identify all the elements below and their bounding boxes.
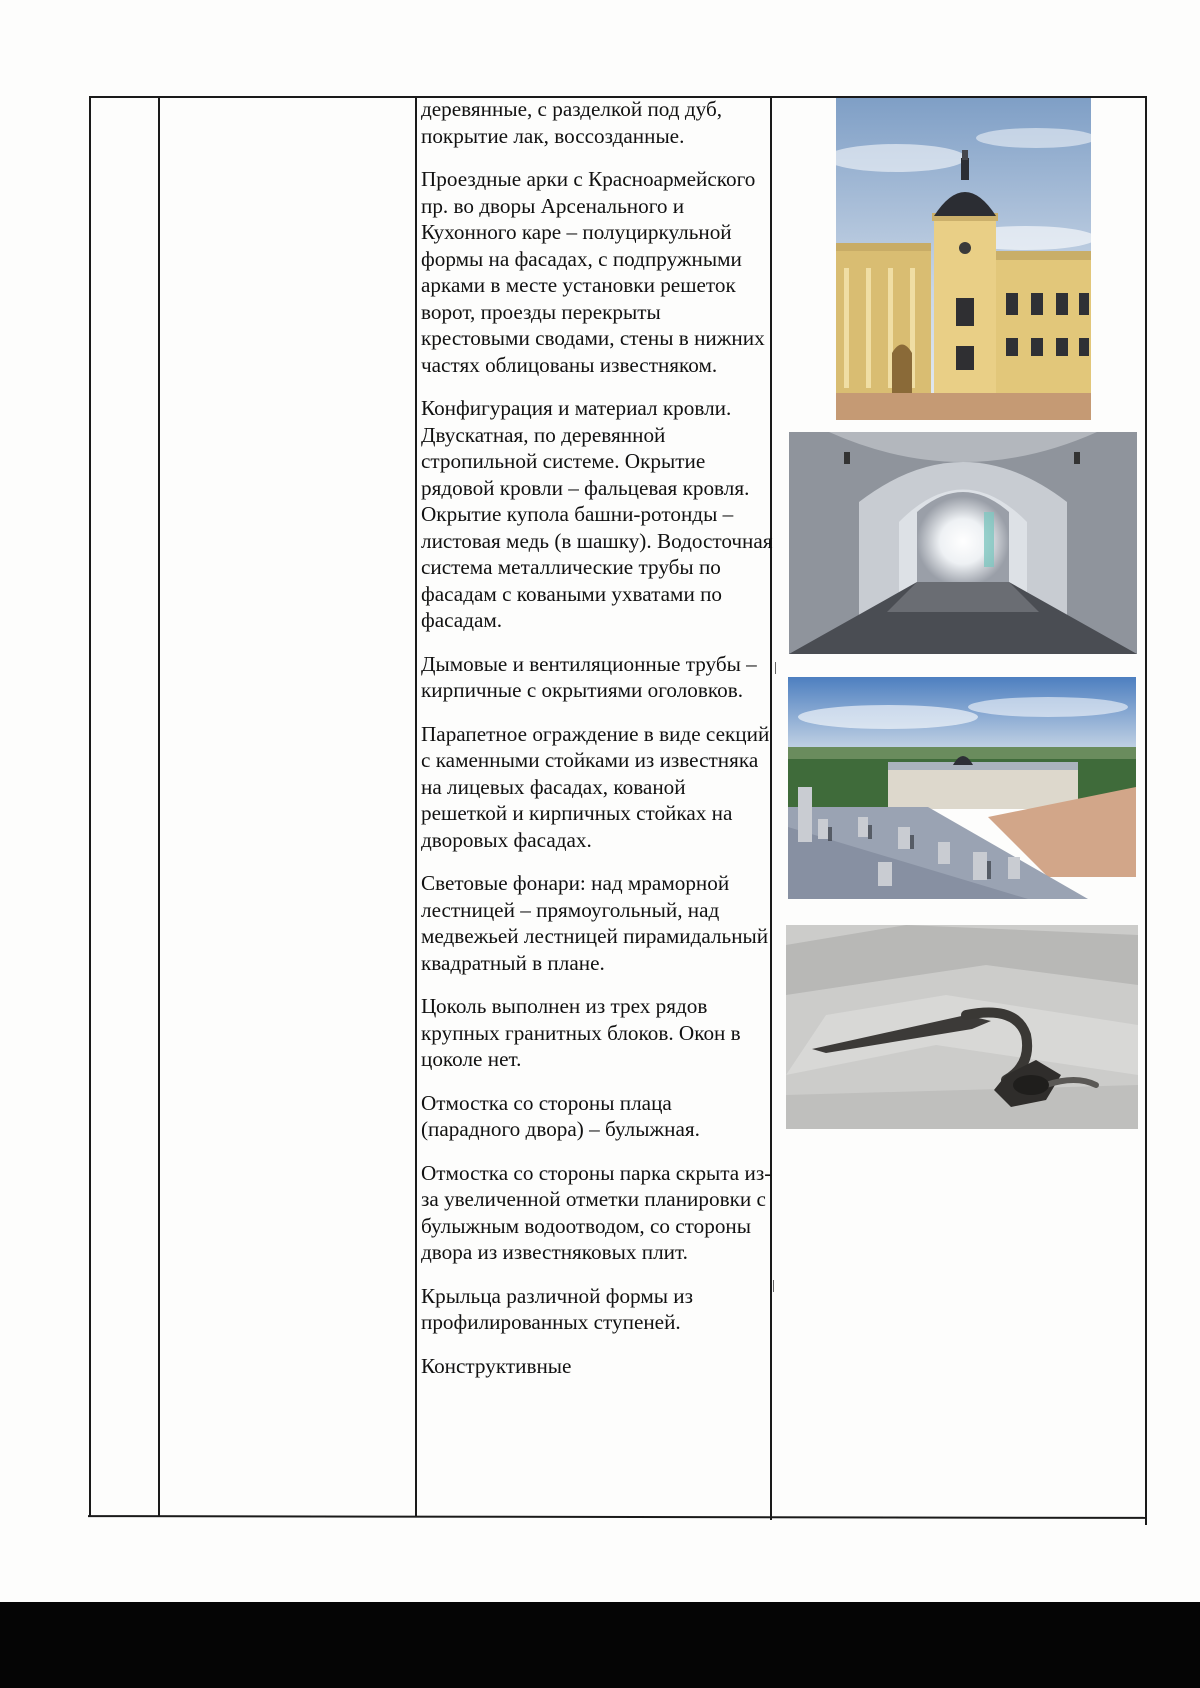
paragraph-roof: Конфигурация и материал кровли. Двускатная, по деревянной стропильной системе. Окрытие рядовой кровли – фальцевая кровля. Окрытие купола башни-ротонды – листовая медь (в шашку). Водосточная система металлические трубы по фасадам с коваными ухватами по фасадам. [421,396,773,632]
paragraph-arches: Проездные арки с Красноармейского пр. во дворы Арсенального и Кухонного каре – полуциркульной формы на фасадах, с подпружными арками в месте установки решеток ворот, проезды перекрыты крестовыми сводами, стены в нижних частях облицованы известняком. [421,167,765,377]
photo-palace-tower [836,98,1091,420]
description-cell [421,96,773,1396]
column-divider-2 [415,96,417,1517]
table-left-border [89,96,91,1517]
paragraph-skylights: Световые фонари: над мраморной лестницей – прямоугольный, над медвежьей лестницей пирамидальный квадратный в плане. [421,871,769,975]
column-divider-1 [158,96,160,1517]
paragraph-chimneys: Дымовые и вентиляционные трубы – кирпичные с окрытиями оголовков. [421,651,757,702]
paragraph-plinth: Цоколь выполнен из трех рядов крупных гранитных блоков. Окон в цоколе нет. [421,994,741,1071]
paragraph-parapet: Парапетное ограждение в виде секций с каменными стойками из известняка на лицевых фасадах, кованой решеткой и кирпичных стойках на дворовых фасадах. [421,721,770,852]
paragraph-structural: Конструктивные [421,1353,572,1378]
photo-aerial-roofs [788,677,1136,899]
paragraph-blind-area-park: Отмостка со стороны парка скрыта из-за увеличенной отметки планировки с булыжным водоотводом, со стороны двора из известняковых плит. [421,1160,772,1264]
photo-vaulted-passage [789,432,1137,654]
table-right-border [1145,96,1147,1525]
paragraph-doors: деревянные, с разделкой под дуб, покрытие лак, воссозданные. [421,97,723,148]
scan-artifact [775,662,776,674]
table-bottom-border [88,1515,1146,1519]
scan-artifact [773,1280,774,1292]
paragraph-blind-area-parade: Отмостка со стороны плаца (парадного двора) – булыжная. [421,1090,700,1141]
scan-bottom-band [0,1602,1200,1688]
paragraph-porches: Крыльца различной формы из профилированных ступеней. [421,1283,693,1334]
photo-iron-bracket [786,925,1138,1129]
